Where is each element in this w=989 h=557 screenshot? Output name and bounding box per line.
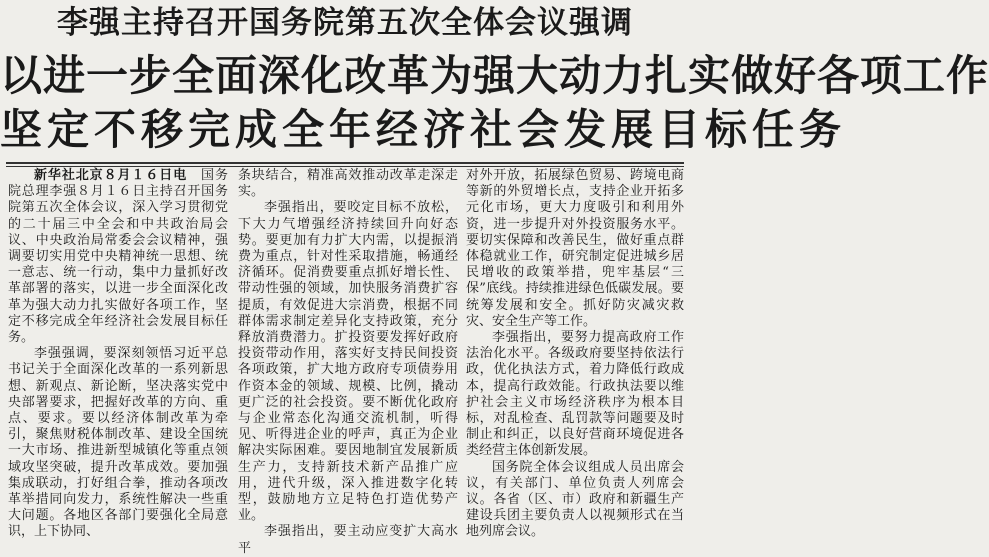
paragraph: 李强指出，要主动应变扩大高水平 <box>238 524 458 556</box>
divider-rule <box>6 162 684 164</box>
headline-main-line2: 坚定不移完成全年经济社会发展目标任务 <box>0 105 847 154</box>
paragraph: 李强强调，要深刻领悟习近平总书记关于全面深化改革的一系列新思想、新观点、新论断，坚决落实党中央部署要求，把握好改革的方向、重点、要求。要以经济体制改革为牵引，聚焦财税体制改革、建设全国统一大市场、推进新型城镇化等重点领域攻坚突破，提升改革成效。要加强集成联动，打好组合拳，推动各项改革举措同向发力，系统性解决一些重大问题。各地区各部门要强化全局意识，上下协同、 <box>8 346 228 540</box>
paragraph <box>8 168 228 346</box>
article-column-3 <box>466 168 684 540</box>
paragraph: 李强指出，要努力提高政府工作法治化水平。各级政府要坚持依法行政，优化执法方式，着力降低行政成本，提高行政效能。行政执法要以维护社会主义市场经济秩序为根本目标，对乱检查、乱罚款等问题要及时制止和纠正，以良好营商环境促进各类经营主体创新发展。 <box>466 330 684 459</box>
paragraph: 对外开放，拓展绿色贸易、跨境电商等新的外贸增长点，支持企业开拓多元化市场，更大力度吸引和利用外资，进一步提升对外投资服务水平。要切实保障和改善民生，做好重点群体稳就业工作，研究制定促进城乡居民增收的政策举措，兜牢基层“三保”底线。持续推进绿色低碳发展。要统筹发展和安全。抓好防灾减灾救灾、安全生产等工作。 <box>466 168 684 329</box>
paragraph: 李强指出，要咬定目标不放松，下大力气增强经济持续回升向好态势。要更加有力扩大内需，以提振消费为重点，针对性采取措施，畅通经济循环。促消费要重点抓好增长性、带动性强的领域，加快服务消费扩容提质，有效促进大宗消费，根据不同群体需求制定差异化支持政策，充分释放消费潜力。扩投资要发挥好政府投资带动作用，落实好支持民间投资各项政策，扩大地方政府专项债券用作资本金的领域、规模、比例，撬动更广泛的社会投资。要不断优化政府与企业常态化沟通交流机制，听得见、听得进企业的呼声，真正为企业解决实际困难。要因地制宜发展新质生产力，支持新技术新产品推广应用，进代升级，深入推进数字化转型，鼓励地方立足特色打造优势产业。 <box>238 200 458 524</box>
paragraph: 条块结合，精准高效推动改革走深走实。 <box>238 168 458 200</box>
headline-subtitle: 李强主持召开国务院第五次全体会议强调 <box>57 5 633 41</box>
paragraph-text: 国务院总理李强８月１６日主持召开国务院第五次全体会议，深入学习贯彻党的二十届三中全会和中共政治局会议、中央政治局常委会会议精神，强调要切实用党中央精神统一思想、统一意志、统一行动，集中力量抓好改革部署的落实，以进一步全面深化改革为强大动力扎实做好各项工作，坚定不移完成全年经济社会发展目标任务。 <box>8 168 228 346</box>
article-column-2 <box>238 168 458 556</box>
dateline: 新华社北京８月１６日电 <box>34 168 188 183</box>
headline-main-line1: 以进一步全面深化改革为强大动力扎实做好各项工作 <box>0 51 989 100</box>
paragraph: 国务院全体会议组成人员出席会议，有关部门、单位负责人列席会议。各省（区、市）政府和新疆生产建设兵团主要负责人以视频形式在当地列席会议。 <box>466 459 684 540</box>
article-column-1 <box>8 168 228 540</box>
divider-rule-thin <box>6 166 684 167</box>
